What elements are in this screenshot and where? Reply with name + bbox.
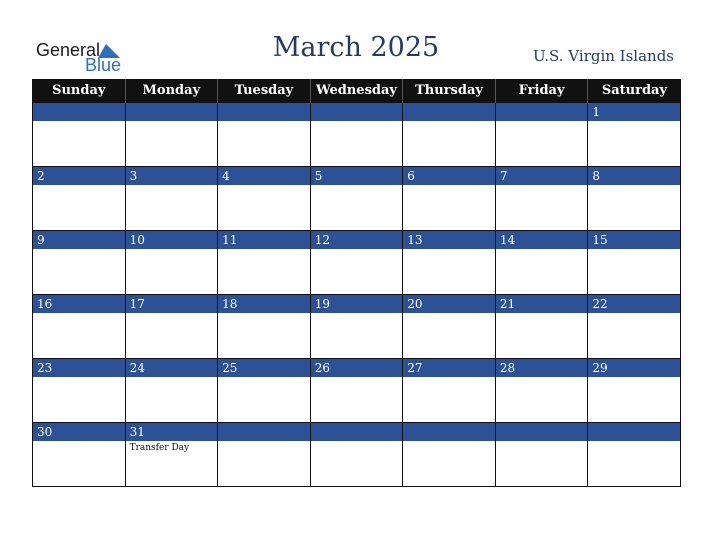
day-cell[interactable] xyxy=(125,359,218,423)
day-cell[interactable] xyxy=(495,103,588,167)
day-number: 7 xyxy=(496,167,588,185)
day-number: 4 xyxy=(218,167,310,185)
day-number: 26 xyxy=(311,359,403,377)
day-number: 6 xyxy=(403,167,495,185)
weekday-monday: Monday xyxy=(125,79,218,103)
day-number: 11 xyxy=(218,231,310,249)
day-cell[interactable] xyxy=(588,231,681,295)
day-cell[interactable] xyxy=(495,423,588,487)
region-label: U.S. Virgin Islands xyxy=(533,47,674,65)
day-number: 5 xyxy=(311,167,403,185)
day-number xyxy=(218,103,310,121)
week-row xyxy=(33,103,681,167)
logo-word-general: General xyxy=(36,40,101,60)
day-number: 20 xyxy=(403,295,495,313)
day-number xyxy=(588,423,680,441)
day-cell[interactable] xyxy=(495,295,588,359)
day-cell[interactable] xyxy=(310,231,403,295)
day-cell[interactable] xyxy=(310,103,403,167)
day-cell[interactable] xyxy=(33,423,126,487)
day-cell[interactable] xyxy=(588,359,681,423)
day-cell[interactable] xyxy=(33,231,126,295)
day-number: 2 xyxy=(33,167,125,185)
day-cell[interactable] xyxy=(495,167,588,231)
day-cell[interactable] xyxy=(403,167,496,231)
day-number: 8 xyxy=(588,167,680,185)
day-number: 27 xyxy=(403,359,495,377)
day-cell[interactable] xyxy=(218,359,311,423)
holiday-label: Transfer Day xyxy=(129,443,190,453)
day-number xyxy=(126,103,218,121)
day-cell[interactable] xyxy=(218,231,311,295)
day-number: 16 xyxy=(33,295,125,313)
day-cell[interactable] xyxy=(125,423,218,487)
weekday-saturday: Saturday xyxy=(588,79,681,103)
day-cell[interactable] xyxy=(588,423,681,487)
day-cell[interactable] xyxy=(218,167,311,231)
day-cell[interactable] xyxy=(310,423,403,487)
day-number: 19 xyxy=(311,295,403,313)
day-number: 18 xyxy=(218,295,310,313)
week-row xyxy=(33,295,681,359)
day-number: 29 xyxy=(588,359,680,377)
week-row xyxy=(33,423,681,487)
day-cell[interactable] xyxy=(310,295,403,359)
weekday-sunday: Sunday xyxy=(33,79,126,103)
logo-word-blue: Blue xyxy=(85,55,122,75)
weekday-tuesday: Tuesday xyxy=(218,79,311,103)
day-cell[interactable] xyxy=(33,359,126,423)
day-number: 15 xyxy=(588,231,680,249)
weekday-header-row xyxy=(33,79,681,103)
day-cell[interactable] xyxy=(588,103,681,167)
day-number: 28 xyxy=(496,359,588,377)
day-cell[interactable] xyxy=(125,103,218,167)
day-number xyxy=(311,423,403,441)
day-number: 3 xyxy=(126,167,218,185)
day-number: 24 xyxy=(126,359,218,377)
calendar-grid xyxy=(32,79,681,487)
day-cell[interactable] xyxy=(125,231,218,295)
weekday-friday: Friday xyxy=(495,79,588,103)
calendar-body xyxy=(33,103,681,487)
day-number: 1 xyxy=(588,103,680,121)
calendar-title: March 2025 xyxy=(272,32,440,63)
day-number: 14 xyxy=(496,231,588,249)
day-cell[interactable] xyxy=(218,295,311,359)
day-number: 22 xyxy=(588,295,680,313)
day-number xyxy=(403,423,495,441)
day-number xyxy=(33,103,125,121)
day-cell[interactable] xyxy=(588,295,681,359)
day-cell[interactable] xyxy=(403,359,496,423)
day-cell[interactable] xyxy=(310,167,403,231)
day-cell[interactable] xyxy=(33,167,126,231)
day-cell[interactable] xyxy=(588,167,681,231)
day-number xyxy=(218,423,310,441)
day-number: 10 xyxy=(126,231,218,249)
day-number xyxy=(311,103,403,121)
day-cell[interactable] xyxy=(218,423,311,487)
day-cell[interactable] xyxy=(403,423,496,487)
day-cell[interactable] xyxy=(310,359,403,423)
day-number: 30 xyxy=(33,423,125,441)
day-cell[interactable] xyxy=(495,359,588,423)
day-number: 12 xyxy=(311,231,403,249)
day-cell[interactable] xyxy=(218,103,311,167)
day-number: 13 xyxy=(403,231,495,249)
week-row xyxy=(33,167,681,231)
day-number xyxy=(496,423,588,441)
day-cell[interactable] xyxy=(33,103,126,167)
day-number xyxy=(496,103,588,121)
day-cell[interactable] xyxy=(125,167,218,231)
day-cell[interactable] xyxy=(403,103,496,167)
day-cell[interactable] xyxy=(403,295,496,359)
day-cell[interactable] xyxy=(495,231,588,295)
weekday-wednesday: Wednesday xyxy=(310,79,403,103)
week-row xyxy=(33,231,681,295)
day-number: 23 xyxy=(33,359,125,377)
day-number xyxy=(403,103,495,121)
day-number: 17 xyxy=(126,295,218,313)
day-cell[interactable] xyxy=(403,231,496,295)
weekday-thursday: Thursday xyxy=(403,79,496,103)
day-cell[interactable] xyxy=(125,295,218,359)
day-cell[interactable] xyxy=(33,295,126,359)
day-number: 25 xyxy=(218,359,310,377)
week-row xyxy=(33,359,681,423)
day-number: 21 xyxy=(496,295,588,313)
day-number: 31 xyxy=(126,423,218,441)
day-number: 9 xyxy=(33,231,125,249)
